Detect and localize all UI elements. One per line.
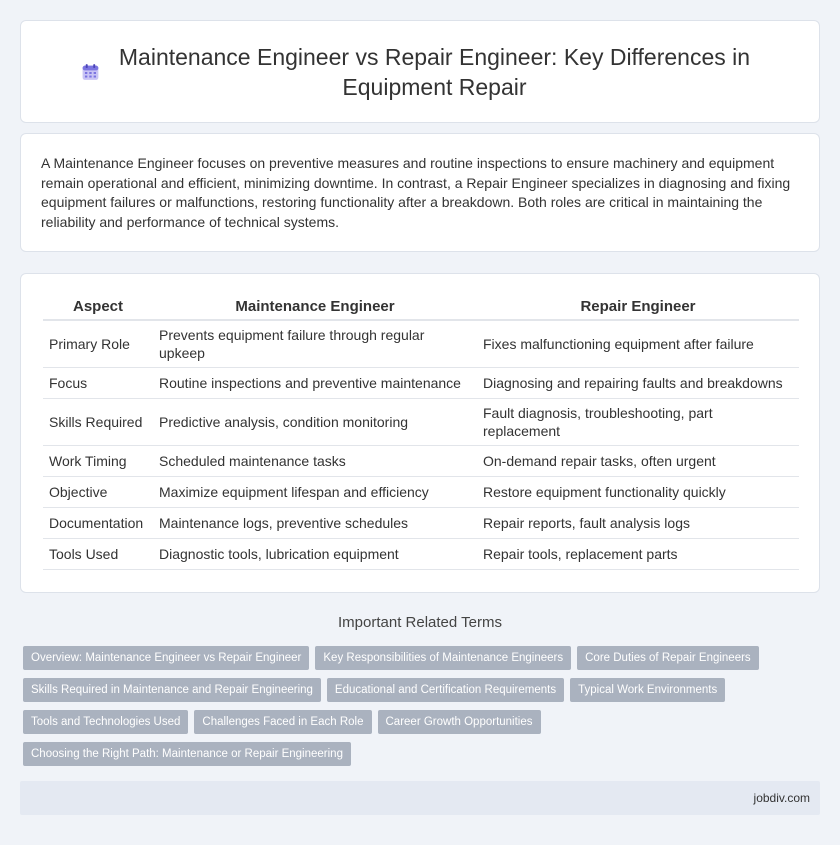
header-card	[20, 20, 820, 123]
table-row	[43, 476, 799, 507]
related-terms-list	[23, 646, 813, 766]
related-term-tag[interactable]: Choosing the Right Path: Maintenance or Repair Engineering	[23, 742, 351, 766]
cell-aspect: Primary Role	[43, 320, 153, 367]
cell-aspect: Objective	[43, 476, 153, 507]
related-term-tag[interactable]: Challenges Faced in Each Role	[194, 710, 371, 734]
related-term-tag[interactable]: Core Duties of Repair Engineers	[577, 646, 759, 670]
cell-maintenance: Prevents equipment failure through regular upkeep	[153, 320, 477, 367]
table-row	[43, 445, 799, 476]
comparison-card	[20, 273, 820, 593]
cell-repair: Repair reports, fault analysis logs	[477, 507, 799, 538]
calendar-icon	[81, 60, 100, 84]
cell-maintenance: Diagnostic tools, lubrication equipment	[153, 538, 477, 569]
page-title: Maintenance Engineer vs Repair Engineer: Key Differences in Equipment Repair	[118, 43, 751, 100]
footer-site-link[interactable]: jobdiv.com	[753, 791, 810, 805]
cell-aspect: Work Timing	[43, 445, 153, 476]
related-terms-title: Important Related Terms	[338, 614, 502, 631]
cell-repair: On-demand repair tasks, often urgent	[477, 445, 799, 476]
related-term-tag[interactable]: Educational and Certification Requirements	[327, 678, 564, 702]
table-row	[43, 507, 799, 538]
cell-aspect: Tools Used	[43, 538, 153, 569]
cell-aspect: Focus	[43, 367, 153, 398]
cell-maintenance: Routine inspections and preventive maintenance	[153, 367, 477, 398]
cell-maintenance: Maximize equipment lifespan and efficiency	[153, 476, 477, 507]
cell-aspect: Skills Required	[43, 398, 153, 445]
cell-repair: Fault diagnosis, troubleshooting, part replacement	[477, 398, 799, 445]
table-row	[43, 398, 799, 445]
header-aspect: Aspect	[43, 294, 153, 320]
related-term-tag[interactable]: Career Growth Opportunities	[378, 710, 541, 734]
footer	[20, 781, 820, 815]
related-term-tag[interactable]: Key Responsibilities of Maintenance Engineers	[315, 646, 571, 670]
cell-maintenance: Scheduled maintenance tasks	[153, 445, 477, 476]
cell-aspect: Documentation	[43, 507, 153, 538]
table-header-row	[43, 294, 799, 320]
cell-repair: Diagnosing and repairing faults and breakdowns	[477, 367, 799, 398]
intro-text: A Maintenance Engineer focuses on preventive measures and routine inspections to ensure machinery and equipment remain operational and efficient, minimizing downtime. In contrast, a Repair Engineer specializes in diagnosing and fixing equipment failures or malfunctions, restoring functionality after a breakdown. Both roles are critical in maintaining the reliability and performance of technical systems.	[41, 155, 791, 230]
related-term-tag[interactable]: Skills Required in Maintenance and Repair Engineering	[23, 678, 321, 702]
table-row	[43, 367, 799, 398]
table-row	[43, 320, 799, 367]
cell-maintenance: Maintenance logs, preventive schedules	[153, 507, 477, 538]
header-repair-engineer: Repair Engineer	[477, 294, 799, 320]
cell-maintenance: Predictive analysis, condition monitoring	[153, 398, 477, 445]
comparison-table	[43, 294, 799, 570]
related-term-tag[interactable]: Typical Work Environments	[570, 678, 725, 702]
intro-card	[20, 133, 820, 252]
title-wrap	[21, 21, 819, 122]
cell-repair: Restore equipment functionality quickly	[477, 476, 799, 507]
related-term-tag[interactable]: Overview: Maintenance Engineer vs Repair Engineer	[23, 646, 309, 670]
cell-repair: Repair tools, replacement parts	[477, 538, 799, 569]
related-term-tag[interactable]: Tools and Technologies Used	[23, 710, 188, 734]
cell-repair: Fixes malfunctioning equipment after failure	[477, 320, 799, 367]
header-maintenance-engineer: Maintenance Engineer	[153, 294, 477, 320]
table-row	[43, 538, 799, 569]
